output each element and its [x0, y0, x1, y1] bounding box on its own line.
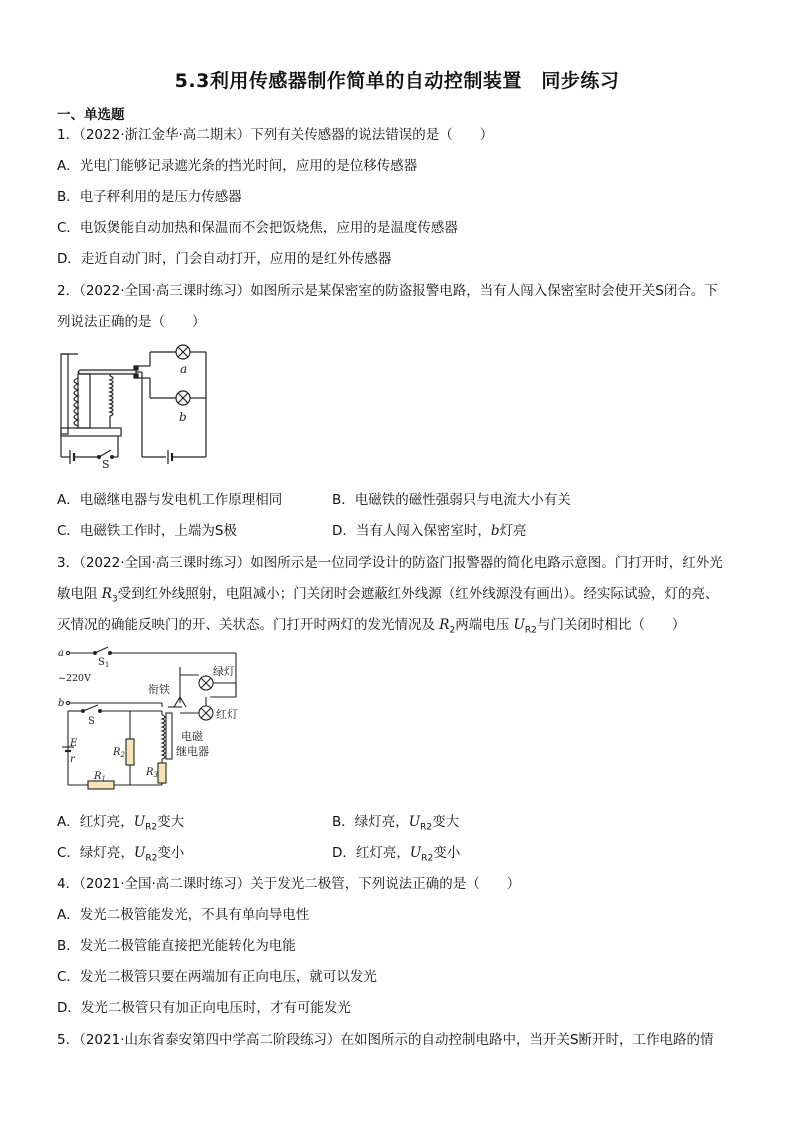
q2-option-d-text: D．当有人闯入保密室时，: [332, 523, 491, 539]
q5-stem: 5．（2021·山东省泰安第四中学高二阶段练习）在如图所示的自动控制电路中，当开关S断开时，工作电路的情: [57, 1032, 714, 1048]
q3-stem-line1: 3．（2022·全国·高三课时练习）如图所示是一位同学设计的防盗门报警器的简化电路示意图。门打开时，红外光: [57, 555, 723, 571]
relay-core: [166, 713, 172, 759]
terminal-a: [66, 651, 69, 654]
q3-c-usub: R2: [145, 853, 158, 864]
q1-option-c[interactable]: C．电饭煲能自动加热和保温而不会把饭烧焦，应用的是温度传感器: [57, 220, 458, 236]
q3-a-u: U: [133, 814, 146, 830]
q2-option-d-var: b: [490, 523, 500, 539]
label-r: r: [70, 754, 75, 765]
label-red-lamp: 红灯: [216, 708, 238, 721]
label-220v: ~220V: [58, 673, 91, 684]
q2-option-c[interactable]: C．电磁铁工作时，上端为S极: [57, 523, 237, 539]
label-electromagnetic: 电磁: [181, 730, 203, 743]
label-r2: $R_2$: [113, 747, 125, 759]
magnet-frame-left: [61, 354, 68, 434]
q3-a-usub: R2: [145, 822, 158, 833]
label-r1: $R_1$: [94, 771, 106, 783]
q3-stem2-text: 敏电阻: [57, 586, 102, 602]
q4-option-b[interactable]: B．发光二极管能直接把光能转化为电能: [57, 938, 296, 954]
label-s1: $S_1$: [98, 657, 110, 669]
q2-option-b[interactable]: B．电磁铁的磁性强弱只与电流大小有关: [332, 492, 571, 508]
resistor-r2: [126, 739, 134, 765]
q3-d-usub: R2: [421, 853, 434, 864]
q3-door-alarm-circuit-figure: [58, 645, 258, 795]
q3-stem2-var: R: [101, 586, 112, 602]
s-blade: [83, 705, 98, 711]
q4-option-c[interactable]: C．发光二极管只要在两端加有正向电压，就可以发光: [57, 969, 377, 985]
q3-option-d[interactable]: [332, 844, 460, 868]
q3-stem3-u: U: [513, 617, 525, 633]
q2-option-a[interactable]: A．电磁继电器与发电机工作原理相同: [57, 492, 283, 508]
magnet-base: [61, 428, 121, 436]
q3-d-text: D．红灯亮，: [332, 845, 410, 861]
label-s: S: [88, 716, 95, 727]
page-title: 5.3利用传感器制作简单的自动控制装置 同步练习: [174, 70, 620, 92]
label-b: b: [179, 410, 187, 424]
armature: [78, 370, 136, 374]
q3-option-c[interactable]: [57, 844, 184, 868]
q3-c-text: C．绿灯亮，: [57, 845, 134, 861]
iron-core: [78, 374, 90, 428]
q4-option-a[interactable]: A．发光二极管能发光，不具有单向导电性: [57, 907, 310, 923]
q3-stem3-tail: 与门关闭时相比（ ）: [536, 617, 686, 633]
label-b: b: [58, 698, 65, 709]
q3-d-u: U: [409, 845, 422, 861]
label-armature: 衔铁: [148, 683, 170, 696]
q1-stem: 1．（2022·浙江金华·高二期末）下列有关传感器的说法错误的是（ ）: [57, 127, 494, 143]
q3-stem2-tail: 受到红外线照射，电阻减小；门关闭时会遮蔽红外线源（红外线源没有画出）。经实际试验，灯的亮、: [117, 586, 719, 602]
q3-stem3-text: 灭情况的确能反映门的开、关状态。门打开时两灯的发光情况及: [57, 617, 440, 633]
q3-stem3-sub: 2: [449, 625, 456, 636]
q3-stem-line2: [57, 585, 718, 609]
s1-blade: [95, 647, 108, 653]
section-heading: 一、单选题: [57, 107, 125, 123]
contact-upper: [134, 366, 138, 370]
q3-stem-line3: [57, 616, 685, 640]
q3-c-u: U: [133, 845, 146, 861]
q3-a-text: A．红灯亮，: [57, 814, 134, 830]
label-relay: 继电器: [176, 745, 209, 758]
q3-b-text: B．绿灯亮，: [332, 814, 409, 830]
q3-option-a[interactable]: [57, 813, 184, 837]
q3-stem3-usub: R2: [524, 625, 537, 636]
q4-option-d[interactable]: D．发光二极管只有加正向电压时，才有可能发光: [57, 1000, 351, 1016]
q2-alarm-circuit-figure: [58, 342, 210, 468]
q1-option-a[interactable]: A．光电门能够记录遮光条的挡光时间，应用的是位移传感器: [57, 158, 418, 174]
q1-option-b[interactable]: B．电子秤利用的是压力传感器: [57, 189, 242, 205]
q3-d-tail: 变小: [433, 845, 461, 861]
q3-c-tail: 变小: [157, 845, 185, 861]
q4-stem: 4．（2021·全国·高二课时练习）关于发光二极管，下列说法正确的是（ ）: [57, 876, 521, 892]
q1-option-d[interactable]: D．走近自动门时，门会自动打开，应用的是红外传感器: [57, 251, 392, 267]
label-a: a: [180, 362, 188, 376]
q3-b-usub: R2: [420, 822, 433, 833]
q2-option-d-tail: 灯亮: [499, 523, 527, 539]
q3-option-b[interactable]: [332, 813, 459, 837]
q2-stem-line2: 列说法正确的是（ ）: [57, 314, 206, 330]
q2-option-d[interactable]: [332, 522, 527, 540]
q2-stem-line1: 2．（2022·全国·高三课时练习）如图所示是某保密室的防盗报警电路，当有人闯入保密室时会使开关S闭合。下: [57, 283, 718, 299]
resistor-r3: [158, 763, 166, 783]
q3-b-tail: 变大: [432, 814, 460, 830]
label-e: E: [70, 738, 78, 749]
label-s: S: [102, 458, 110, 468]
q3-a-tail: 变大: [157, 814, 185, 830]
relay-coil: [162, 715, 165, 759]
terminal-b: [66, 701, 69, 704]
q3-b-u: U: [408, 814, 421, 830]
label-a: a: [58, 648, 64, 659]
spring: [110, 376, 113, 416]
q3-stem3-mid: 两端电压: [455, 617, 514, 633]
label-green-lamp: 绿灯: [213, 665, 235, 678]
contact-lower: [134, 374, 138, 378]
q3-stem2-sub: 3: [111, 594, 118, 605]
label-r3: $R_3$: [146, 767, 158, 779]
q3-stem3-var: R: [439, 617, 450, 633]
switch-blade: [99, 450, 111, 457]
